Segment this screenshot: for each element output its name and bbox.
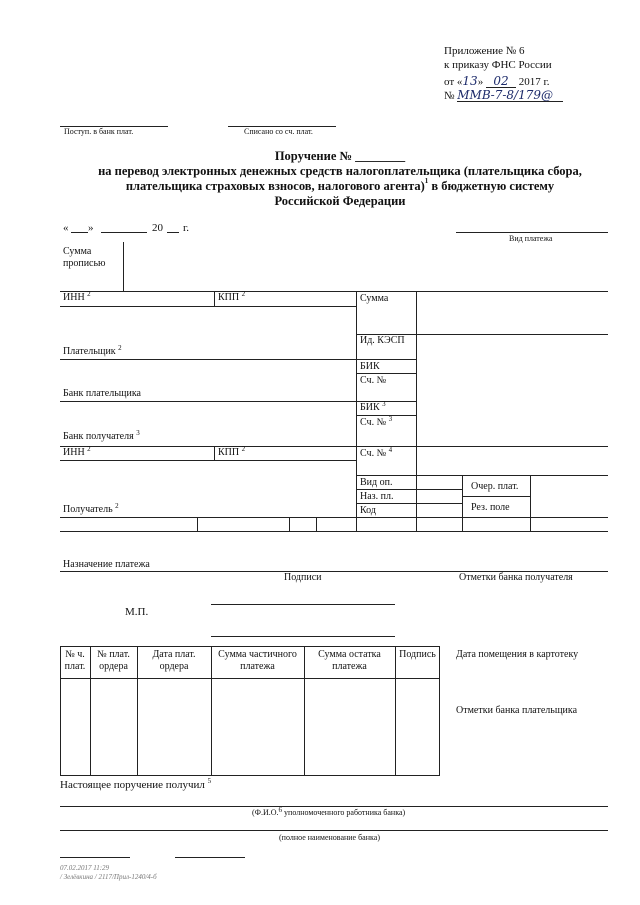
amount-words-divider xyxy=(123,242,124,291)
kpp-text: КПП xyxy=(218,292,240,303)
account3-text: Сч. № xyxy=(360,417,387,428)
code-label: Код xyxy=(360,505,376,516)
form-title-sup: 1 xyxy=(424,177,429,185)
fio-caption-a: (Ф.И.О. xyxy=(252,808,279,817)
inn-sup: 2 xyxy=(87,290,91,298)
pay-order-label: Очер. плат. xyxy=(471,481,519,492)
partial-col2-line1: № плат. xyxy=(97,649,130,660)
recipient-text: Получатель xyxy=(63,504,113,515)
form-title-line3a: плательщика страховых взносов, налогового агента) xyxy=(125,179,425,193)
partial-col6-header xyxy=(395,650,440,660)
payer-bank-marks-label: Отметки банка плательщика xyxy=(456,705,578,716)
recipient-bank-label xyxy=(63,429,140,442)
footer-line2 xyxy=(175,857,245,858)
partial-table-header-line xyxy=(60,678,440,679)
appendix-date-day: 13 xyxy=(462,74,478,88)
partial-col5-line2: платежа xyxy=(332,661,367,672)
received-label: Поступ. в банк плат. xyxy=(64,127,134,136)
card-file-date-label: Дата помещения в картотеку xyxy=(456,649,579,660)
payer-label xyxy=(63,344,122,357)
inn2-label xyxy=(63,445,91,458)
recipient-label xyxy=(63,502,119,515)
footer-stamp-line1: 07.02.2017 11:29 xyxy=(60,864,110,872)
form-title-line3 xyxy=(60,179,620,194)
inn-text: ИНН xyxy=(63,292,85,303)
grid-vline-kpp2 xyxy=(214,446,215,460)
grid-line-inn xyxy=(60,291,608,292)
bik3-label xyxy=(360,400,386,413)
signature-line1 xyxy=(211,604,395,605)
received-note xyxy=(60,777,212,791)
appendix-number-prefix: № xyxy=(444,90,455,102)
grid-vline-kpp xyxy=(214,291,215,306)
date-year-line xyxy=(167,232,179,233)
grid-vline-code2 xyxy=(289,517,290,531)
grid-line-account4 xyxy=(356,475,608,476)
date-month-line xyxy=(101,232,147,233)
payment-type-line xyxy=(456,232,608,233)
grid-line-op-type xyxy=(356,489,462,490)
date-day-line xyxy=(71,232,88,233)
signature-line2 xyxy=(211,636,395,637)
form-title: Поручение № ________ xyxy=(274,149,406,163)
kpp-sup: 2 xyxy=(241,290,246,298)
inn2-sup: 2 xyxy=(87,445,91,453)
grid-line-code-bottom xyxy=(60,531,608,532)
grid-line-bik xyxy=(356,373,416,374)
grid-line-bik3 xyxy=(356,415,416,416)
op-type-label: Вид оп. xyxy=(360,477,393,488)
kesp-label: Ид. КЭСП xyxy=(360,335,405,346)
grid-vline-code3 xyxy=(316,517,317,531)
grid-line-inn2 xyxy=(60,460,356,461)
bank-name-caption: (полное наименование банка) xyxy=(279,833,380,842)
recipient-bank-text: Банк получателя xyxy=(63,431,134,442)
form-title-line4: Российской Федерации xyxy=(274,194,406,208)
fio-caption-sup: 6 xyxy=(278,806,283,814)
partial-col4-line1: Сумма частичного xyxy=(218,649,297,660)
grid-line-inn-bottom xyxy=(60,306,356,307)
seal-label: М.П. xyxy=(125,606,149,618)
partial-col1-line2: плат. xyxy=(64,661,86,672)
kpp2-label xyxy=(218,445,246,458)
partial-table-vline5 xyxy=(395,646,396,776)
partial-col4-header xyxy=(211,650,304,672)
fio-caption xyxy=(252,806,406,817)
received-note-text: Настоящее поручение получил xyxy=(60,779,205,791)
grid-line-purpose-code xyxy=(356,503,462,504)
appendix-line1: Приложение № 6 xyxy=(444,45,525,57)
debited-label: Списано со сч. плат. xyxy=(244,127,313,136)
sum-label: Сумма xyxy=(360,293,389,304)
grid-line-pay-order xyxy=(462,496,530,497)
amount-words-label2: прописью xyxy=(63,258,106,269)
signatures-label: Подписи xyxy=(284,572,322,583)
form-title-line2: на перевод электронных денежных средств налогоплательщика (плательщика сбора, xyxy=(98,164,582,178)
appendix-line2: к приказу ФНС России xyxy=(444,59,552,71)
inn-label xyxy=(63,290,91,303)
appendix-number xyxy=(444,89,563,102)
footer-line1 xyxy=(60,857,130,858)
footer-stamp-line2: / Зелёвкина / 2117/Прил-1240/4-б xyxy=(60,873,157,881)
account4-label xyxy=(360,446,393,459)
appendix-date-month: 02 xyxy=(486,75,516,88)
received-note-sup: 5 xyxy=(207,777,212,785)
appendix-date xyxy=(444,75,549,88)
account3-label xyxy=(360,415,393,428)
payment-type-label: Вид платежа xyxy=(509,234,553,243)
date-close-quote: » xyxy=(88,222,94,234)
partial-col5-line1: Сумма остатка xyxy=(318,649,381,660)
purpose-code-label: Наз. пл. xyxy=(360,491,394,502)
grid-line-payer xyxy=(60,359,356,360)
date-year-suffix: г. xyxy=(183,222,190,234)
grid-vline-order xyxy=(462,475,463,531)
reserve-label: Рез. поле xyxy=(471,502,510,513)
partial-col3-line1: Дата плат. xyxy=(152,649,196,660)
appendix-date-suffix: 2017 г. xyxy=(518,76,550,88)
recipient-bank-marks-label: Отметки банка получателя xyxy=(459,572,573,583)
payer-sup: 2 xyxy=(118,344,122,352)
amount-words-label1: Сумма xyxy=(63,246,92,257)
partial-col2-header xyxy=(90,650,137,672)
recipient-bank-sup: 3 xyxy=(136,429,140,437)
grid-vline-order-right xyxy=(530,475,531,531)
inn2-text: ИНН xyxy=(63,447,85,458)
account3-sup: 3 xyxy=(388,415,393,423)
date-open-quote: « xyxy=(63,222,69,234)
bik3-text: БИК xyxy=(360,402,380,413)
partial-col2-line2: ордера xyxy=(99,661,128,672)
appendix-date-mid: » xyxy=(477,76,484,88)
fio-caption-b: уполномоченного работника банка) xyxy=(282,808,406,817)
fio-line xyxy=(60,806,608,807)
partial-col6-line1: Подпись xyxy=(399,649,436,660)
recipient-sup: 2 xyxy=(115,502,119,510)
grid-vline-code1 xyxy=(197,517,198,531)
appendix-number-value: ММВ-7-8/179@ xyxy=(457,89,563,102)
partial-col3-line2: ордера xyxy=(159,661,189,672)
partial-col5-header xyxy=(304,650,395,672)
partial-col1-line1: № ч. xyxy=(65,649,85,660)
purpose-label: Назначение платежа xyxy=(63,559,150,570)
grid-line-recipient-bank xyxy=(60,446,608,447)
kpp-label xyxy=(218,290,246,303)
partial-col3-header xyxy=(137,650,211,672)
appendix-date-prefix: от « xyxy=(444,76,463,88)
grid-vline-main xyxy=(356,291,357,531)
kpp2-text: КПП xyxy=(218,447,240,458)
grid-line-kesp xyxy=(356,359,416,360)
bik-label: БИК xyxy=(360,361,380,372)
partial-col4-line2: платежа xyxy=(240,661,275,672)
account4-sup: 4 xyxy=(388,446,393,454)
payer-bank-label: Банк плательщика xyxy=(63,388,141,399)
bank-name-line xyxy=(60,830,608,831)
date-year-prefix: 20 xyxy=(152,222,163,234)
partial-col1-header xyxy=(60,650,90,672)
grid-vline-labels xyxy=(416,291,417,531)
payer-text: Плательщик xyxy=(63,346,116,357)
grid-line-code xyxy=(60,517,608,518)
form-title-line3b: в бюджетную систему xyxy=(428,179,555,193)
kpp2-sup: 2 xyxy=(241,445,246,453)
account4-text: Сч. № xyxy=(360,448,387,459)
account-label: Сч. № xyxy=(360,375,387,386)
bik3-sup: 3 xyxy=(382,400,386,408)
